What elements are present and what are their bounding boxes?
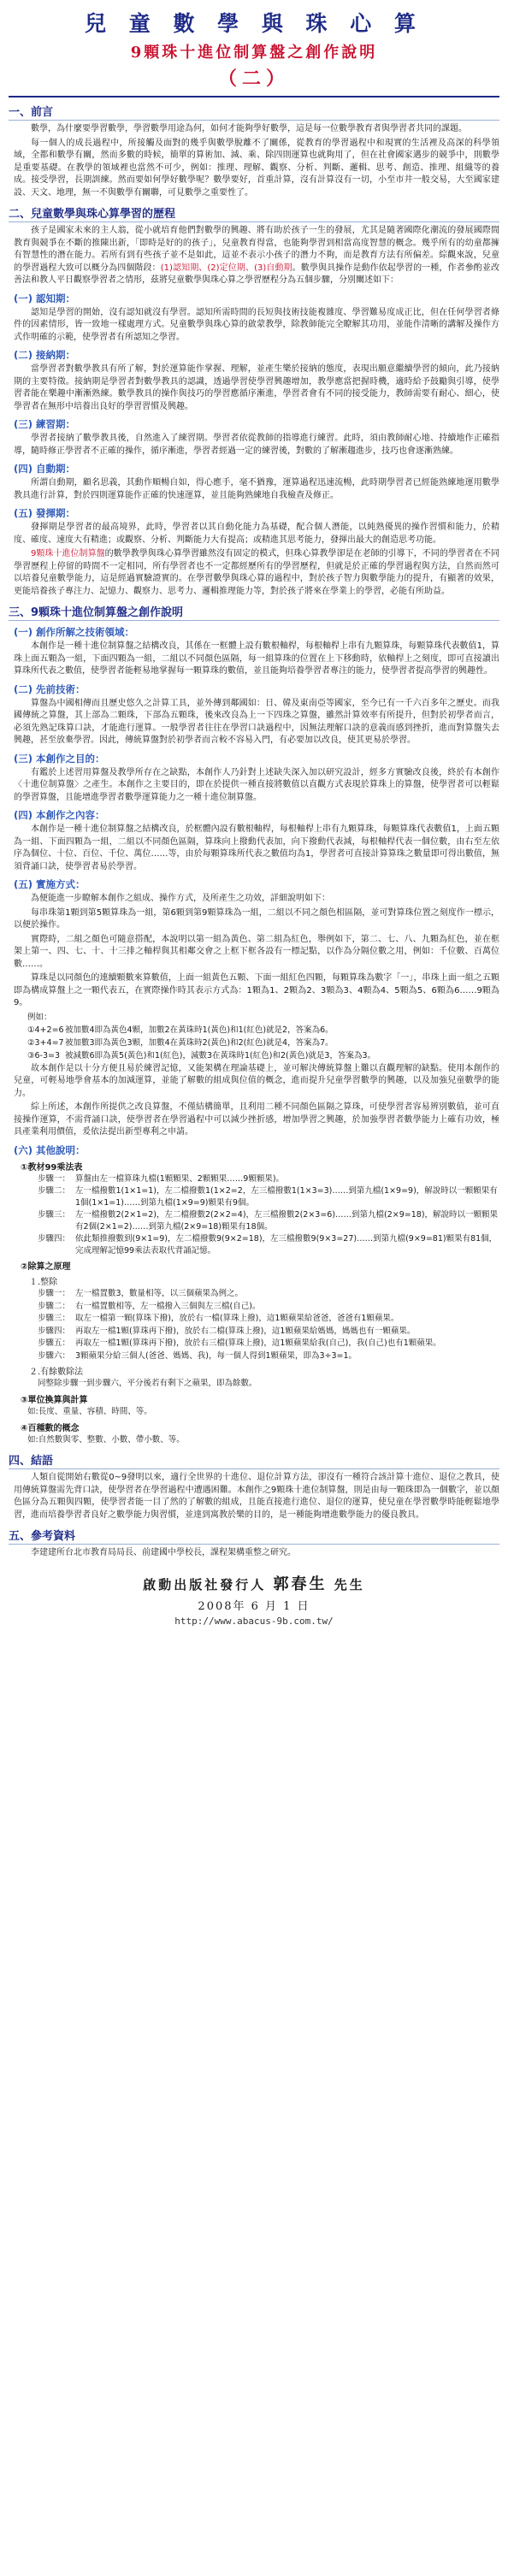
- references-paragraph: 李建建所台北市教育局局長、前建國中學校長，課程架構重整之研究。: [31, 1548, 296, 1557]
- document-page: [0, 7, 508, 2576]
- unit-conversion-heading: ③單位換算與計算: [21, 1396, 88, 1405]
- step-text: 左一檔置數3，數量相等，以三個蘋果為例之。: [75, 1289, 244, 1298]
- example-row: [27, 1050, 499, 1062]
- implementation-paragraph-1: 為便能進一步瞭解本創作之組成、操作方式，及所產生之功效，詳細說明如下：: [31, 894, 330, 903]
- section-heading-learning-stages: 二、兒童數學與珠心算學習的歷程: [9, 204, 499, 222]
- step-label: 步驟六：: [38, 1350, 71, 1361]
- step-label: 步驟一：: [38, 1173, 71, 1184]
- section-heading-preface: 一、前言: [9, 103, 499, 121]
- publisher-prefix: 啟動出版社發行人: [143, 1576, 267, 1592]
- implementation-paragraph-3: 實際時，二組之顏色可隨意搭配，本說明以第一組為黃色、第二組為紅色，舉例如下，第二、七、八、九顆為紅色，並在框架上第一、四、七、十、十三排之軸桿與其相鄰交會之上框下框各設有一標記點，以作為分隔位數之用，例如：千位數、百萬位數……。: [14, 934, 499, 969]
- unit-conversion-text: 如:長度、重量、容積、時間、等。: [27, 1407, 152, 1416]
- learning-stages-intro: [14, 225, 499, 287]
- invention-heading-other-notes: (六) 其他說明：: [14, 1143, 86, 1156]
- invention-heading-purpose: (三) 本創作之目的：: [14, 752, 105, 765]
- examples-intro: 例如：: [27, 1012, 52, 1022]
- division-step: [38, 1350, 499, 1362]
- preface-paragraph-1: 數學，為什麼要學習數學，學習數學用途為何，如何才能夠學好數學，這是每一位數學教育者與學習者共同的課題。: [31, 124, 467, 133]
- section-heading-invention: 三、9顆珠十進位制算盤之創作說明: [9, 603, 499, 621]
- multiplication-step: [38, 1173, 499, 1185]
- implementation-paragraph-5: 故本創作是以十分方便且易於練習記憶，又能架構在理論基礎上，並可解決傳統算盤上難以直觀理解的缺點。使用本創作的兒童，可輕易地學會基本的加減運算，並能了解數的組成與位值的概念，進而提升兒童學習數學的興趣，以及加強兒童數學的能力。: [14, 1063, 499, 1098]
- invention-heading-implementation: (五) 實施方式：: [14, 878, 86, 890]
- summary-highlight: 9顆珠十進位制算盤: [31, 549, 105, 558]
- stage-paragraph-practice: 學習者接納了數學教具後，自然進入了練習期。學習者依從教師的指導進行練習。此時，須由教師耐心地、持續地作正確指導，隨時修正學習者不正確的操作，循序漸進，學習者經過一定的練習後，對數的了解漸趨進步，技巧也會逐漸熟練。: [14, 434, 499, 456]
- example-expression: ②3+4=7: [27, 1037, 64, 1048]
- section-heading-references: 五、參考資料: [9, 1527, 499, 1545]
- remainder-division-text: 同整除步驟一到步驟六，平分後若有剩下之蘋果，即為餘數。: [38, 1379, 257, 1388]
- step-text: 再取左一檔1顆(算珠再下撥)，放於右三檔(算珠上撥)，這1顆蘋果給我(自己)，我(自己)也有1顆蘋果。: [75, 1338, 441, 1348]
- intro-text-a: 孩子是國家未來的主人翁，從小就培育他們對數學的興趣、將有助於孩子一生的發展，尤其是隨著國際化潮流的發展國際間教育與競爭在不斷的推陳出新，「即時是好的的孩子」，兒童教育得當，也能夠學習到相當高度智慧的概念。幾乎所有的幼童都擁有智慧性的潛在能力。若所有到有些孩子並不是如此，這並不表示小孩子的潛力不夠，而是教育方法有所偏差。綜觀來說，兒童的學習過程大致可以概分為四個階段：: [14, 226, 499, 273]
- invention-paragraph-prior-art: 算盤為中國相傳而且歷史悠久之計算工具，並外傳到鄰國如：日、韓及東南亞等國家，至今已有一千六百多年之歷史。而我國傳統之算盤，其上部為二顆珠，下部為五顆珠，後來改良為上一下四珠之算盤，雖然計算效率有所提升，但對於初學者而言，必須先熟記珠算口訣，才能進行運算。一般學習者往往在學習口訣過程中，因無法理解口訣的意義而感到挫折，進而對算盤失去興趣，甚至放棄學習。因此，傳統算盤對於初學者而言較不容易入門，有必要加以改良，使其更易於學習。: [14, 698, 499, 745]
- stage-paragraph-mastery: 發揮期是學習者的最高境界，此時，學習者以其自動化能力為基礎，配合個人潛能，以純熟優異的操作習慣和能力，於精度、確度、速度大有精進；或觀察、分析、判斷能力大有提高；或精進其思考能力，發揮出最大的創造思考功能。: [14, 523, 499, 545]
- step-text: 算盤由左一檔算珠九檔(1顆顆果、2顆顆果……9顆顆果)。: [75, 1173, 285, 1184]
- division-step: [38, 1301, 499, 1313]
- multiplication-step: [38, 1233, 499, 1256]
- stage-paragraph-cognition: 認知是學習的開始，沒有認知就沒有學習。認知所需時間的長短與技術技能複雜度、學習難易度成正比，但在任何學習者條件的因素情形，皆一致地一樣處理方式。兒童數學與珠心算的啟蒙教學，除教師能完全瞭解其功用，並能作清晰的講解及操作方式作明確的示範，使學習者有所認知之學習。: [14, 307, 499, 342]
- step-text: 依此類推撥數到(9×1=9)，左二檔撥數9(9×2=18)，左三檔撥數9(9×3=27)……到第九檔(9×9=81)顆果有81個，完成理解記憶99乘法表取代背誦記憶。: [75, 1234, 498, 1256]
- publisher-line: [9, 1572, 499, 1594]
- step-label: 步驟三：: [38, 1210, 71, 1220]
- implementation-paragraph-6: 綜上所述，本創作所提供之改良算盤，不僅結構簡單，且利用二種不同顏色區隔之算珠，可使學習者容易辨別數值，並可直接操作運算，不需背誦口訣，使學習者在學習過程中可以減少挫折感，增加學習之興趣，於加強學習者數學能力上確有功效，極具產業利用價值，爰依法提出新型專利之申請。: [14, 1102, 499, 1137]
- preface-paragraph-2: 每一個人的成長過程中，所接觸及面對的幾乎與數學脫離不了關係，從教育的學習過程中和現實的生活裡及高深的科學領域，全都和數學有關，然而多數的時候，簡單的算術加、減、乘、除四則運算也就夠用了，但在社會國家邁步的競爭中，則數學是重要基礎。在教學的領域裡也當然不可少，例如：推理、理解、觀察、分析、判斷、邏輯、思考、創造、推理、組織等的養成。接受學習，長期訓練。然而要如何學好數學呢？數學要好，首重計算，沒有計算沒有一切，小至市井一般交易，大至國家建設、天文、地理，無一不與數學有關聯，可見數學之重要性了。: [14, 138, 499, 198]
- title-divider: [9, 96, 499, 97]
- learning-stages-summary: [14, 548, 499, 598]
- stage-heading-practice: (三) 練習期：: [14, 418, 76, 430]
- publisher-suffix: 先生: [334, 1576, 365, 1592]
- number-concept-text: 如:自然數與零、整數、小數、帶小數、等。: [27, 1435, 185, 1445]
- step-text: 3顆蘋果分給三個人(爸爸、媽媽、我)，每一個人得到1顆蘋果，即為3÷3=1。: [75, 1350, 357, 1361]
- intro-highlight: (1)認知期、(2)定位期、(3)自動期: [160, 263, 292, 273]
- publish-date: 2008年 6 月 1 日: [198, 1599, 310, 1613]
- invention-heading-field: (一) 創作所解之技術領域：: [14, 626, 135, 638]
- division-step: [38, 1288, 499, 1300]
- stage-heading-acceptance: (二) 接納期：: [14, 349, 76, 361]
- example-row: [27, 1037, 499, 1049]
- step-text: 取左一檔第一顆(算珠下撥)，放於右一檔(算珠上撥)，這1顆蘋果給爸爸，爸爸有1顆蘋果。: [75, 1314, 399, 1323]
- step-label: 步驟二：: [38, 1186, 71, 1196]
- division-step: [38, 1326, 499, 1338]
- remainder-division-heading: ２.有餘數除法: [29, 1368, 84, 1377]
- document-subtitle: 9顆珠十進位制算盤之創作說明: [130, 44, 378, 62]
- invention-paragraph-content: 本創作是一種十進位制算盤之結構改良，於框體內設有數根軸桿，每根軸桿上串有九顆算珠，每顆算珠代表數值1，上面五顆為一組、下面四顆為一組，二組以不同顏色區隔，算珠向上撥動代表加，向下撥動代表減，每根軸桿代表一個位數，由右至左依序為個位、十位、百位、千位、萬位……等，由於每顆算珠所代表之數值均為1，學習者可直接計算算珠之數量即可得出數值，無須背誦口訣，使學習者易於學習。: [14, 824, 499, 871]
- website-url: http://www.abacus-9b.com.tw/: [174, 1615, 334, 1627]
- step-text: 右一檔置數相等，左一檔撥入三個與左三檔(自己)。: [75, 1301, 261, 1311]
- document-title: 兒 童 數 學 與 珠 心 算: [85, 11, 423, 36]
- multiplication-table-heading: ①教材99乘法表: [21, 1162, 83, 1173]
- step-label: 步驟四：: [38, 1234, 71, 1244]
- exact-division-heading: １.整除: [29, 1278, 58, 1287]
- stage-heading-automatic: (四) 自動期：: [14, 463, 76, 475]
- division-principle-heading: ②除算之原理: [21, 1262, 71, 1272]
- conclusion-paragraph: 人類自從開始右數從0~9發明以來，適行全世界的十進位、退位計算方法，卻沒有一種符合該計算十進位、退位之教具，使用傳統算盤需先背口訣，使學習者在學習過程中遭遇困難。本創作之9顆珠十進位制算盤，則是由每一顆珠即為一個數字，並以顏色區分為五顆與四顆，使學習者能一目了然的了解數的組成，且能直接進行進位、退位的運算，使兒童在學習數學時能輕鬆地學習，進而培養學習者良好之數學能力與習慣，並達到寓教於樂的目的，是一種能夠增進數學能力的優良教具。: [14, 1473, 499, 1520]
- stage-heading-mastery: (五) 發揮期：: [14, 507, 76, 519]
- example-explanation: 被加數3即為黃色3顆，加數4在黃珠時2(黃色)和2(紅色)就是4，答案為7。: [65, 1037, 334, 1048]
- example-expression: ③6-3=3: [27, 1050, 61, 1061]
- step-text: 再取左一檔1顆(算珠再下撥)，放於右二檔(算珠上撥)，這1顆蘋果給媽媽，媽媽也有一顆蘋果。: [75, 1326, 416, 1336]
- stage-paragraph-automatic: 所謂自動期，顧名思義，其動作順暢自如，得心應手，毫不猶豫，運算過程迅速流暢，此時期學習者已經能熟練地運用數學教具進行計算，對於四則運算能作正確的快速運算，並且能夠熟練地自我檢查及修正。: [14, 478, 499, 500]
- multiplication-step: [38, 1209, 499, 1232]
- division-step: [38, 1338, 499, 1350]
- multiplication-step: [38, 1185, 499, 1208]
- invention-heading-content: (四) 本創作之內容：: [14, 809, 105, 821]
- invention-heading-prior-art: (二) 先前技術：: [14, 682, 86, 695]
- step-label: 步驟一：: [38, 1289, 71, 1298]
- step-label: 步驟二：: [38, 1301, 71, 1311]
- intro-text-b: 。數學與具操作是動作依起學習的一種，作者參酌並改善法和教人平日觀察學習者之情形，茲將兒童數學與珠心算之學習歷程分為五個步驟，分別闡述如下：: [14, 263, 499, 285]
- number-concept-heading: ④百種數的概念: [21, 1424, 80, 1433]
- step-label: 步驟四：: [38, 1326, 71, 1336]
- summary-text: 的數學教學與珠心算學習雖然沒有固定的模式，但珠心算教學卻是在老師的引導下，不同的學習者在不同學習歷程上停留的時間不一定相同，所有學習者也不一定都經歷所有的學習歷程，但就是於正確的學習過程與方法，自然而然可以培養兒童數學能力，這是經過實驗證實的。在學習數學與珠心算的過程中，對於孩子智力與數學能力的提升，有顯著的效果，更能培養孩子專注力、記憶力、觀察力、思考力、邏輯推理能力等，對於孩子將來在學業上的學習，必能有所助益。: [14, 549, 499, 596]
- example-row: [27, 1025, 499, 1037]
- example-explanation: 被減數6即為黃5(黃色)和1(紅色)，減數3在黃珠時1(紅色)和2(黃色)就是3，答案為3。: [65, 1050, 376, 1061]
- stage-heading-cognition: (一) 認知期：: [14, 292, 76, 304]
- invention-paragraph-purpose: 有鑑於上述習用算盤及教學所存在之缺點，本創作人乃針對上述缺失深入加以研究設計，經多方實驗改良後，終於有本創作〈十進位制算盤〉之產生。本創作之主要目的，即在於提供一種直接將數值以直觀方式表現於算珠上的算盤，使學習者可以輕鬆的學習算盤，且能增進學習者數學運算能力之一種十進位制算盤。: [14, 767, 499, 802]
- stage-paragraph-acceptance: 當學習者對數學教具有所了解，對於運算能作掌握、理解，並產生樂於接納的態度，表現出願意繼續學習的傾向，此乃接納期的主要特徵。接納期是學習者對數學教具的認識，透過學習使學習興趣增加，教學應當把握時機，適時給予鼓勵與引導，使學習者能在樂趣中漸漸熟練。數學教具的操作與技巧的學習應循序漸進，學習者會有不同的接受能力，教師需要有耐心、細心，使學習者在無形中培養出良好的學習習慣及興趣。: [14, 364, 499, 411]
- section-heading-conclusion: 四、結語: [9, 1451, 499, 1469]
- document-part-label: （二）: [217, 68, 290, 90]
- implementation-paragraph-4: 算珠是以同顏色的連續顆數來算數值，上面一組黃色五顆、下面一組紅色四顆，每顆算珠為數字「一」，串珠上面一組之五顆即為構成算盤上之一顆代表五，在實際操作時其表示方式為：1顆為1、2顆為2、3顆為3、4顆為4、5顆為5、6顆為6……9顆為9。: [14, 973, 499, 1007]
- step-label: 步驟三：: [38, 1314, 71, 1323]
- step-label: 步驟五：: [38, 1338, 71, 1348]
- invention-paragraph-field: 本創作是一種十進位制算盤之結構改良，其係在一框體上設有數根軸桿，每根軸桿上串有九顆算珠，每顆算珠代表數值1，算珠上面五顆為一組，下面四顆為一組，二組以不同顏色區隔，每一組算珠的位置在上下移動時，依軸桿上之刻度，即可直接讀出算珠所代表之數值，使學習者能輕易地掌握每一顆算珠的數值，並且能夠培養學習者專注的能力，使學習者提高學習的興趣性。: [14, 641, 499, 676]
- step-text: 左一檔撥數1(1×1=1)，左二檔撥數1(1×2=2，左三檔撥數1(1×3=3)……到第九檔(1×9=9)，解說時以一顆顆果有1個(1×1=1)……到第九檔(1×9=9)顆果有9個。: [75, 1186, 498, 1208]
- implementation-paragraph-2: 每串珠第1顆到第5顆算珠為一組，第6顆到第9顆算珠為一組，二組以不同之顏色相區隔，並可對算珠位置之刻度作一標示，以便於操作。: [14, 907, 499, 930]
- publisher-name: 郭春生: [273, 1575, 328, 1593]
- division-step: [38, 1313, 499, 1325]
- example-explanation: 被加數4即為黃色4顆，加數2在黃珠時1(黃色)和1(紅色)就是2，答案為6。: [65, 1025, 334, 1035]
- example-expression: ①4+2=6: [27, 1025, 64, 1035]
- step-text: 左一檔撥數2(2×1=2)，左二檔撥數2(2×2=4)，左三檔撥數2(2×3=6)……到第九檔(2×9=18)，解說時以一顆顆果有2個(2×1=2)……到第九檔(2×9=18)顆果有18個。: [75, 1210, 499, 1232]
